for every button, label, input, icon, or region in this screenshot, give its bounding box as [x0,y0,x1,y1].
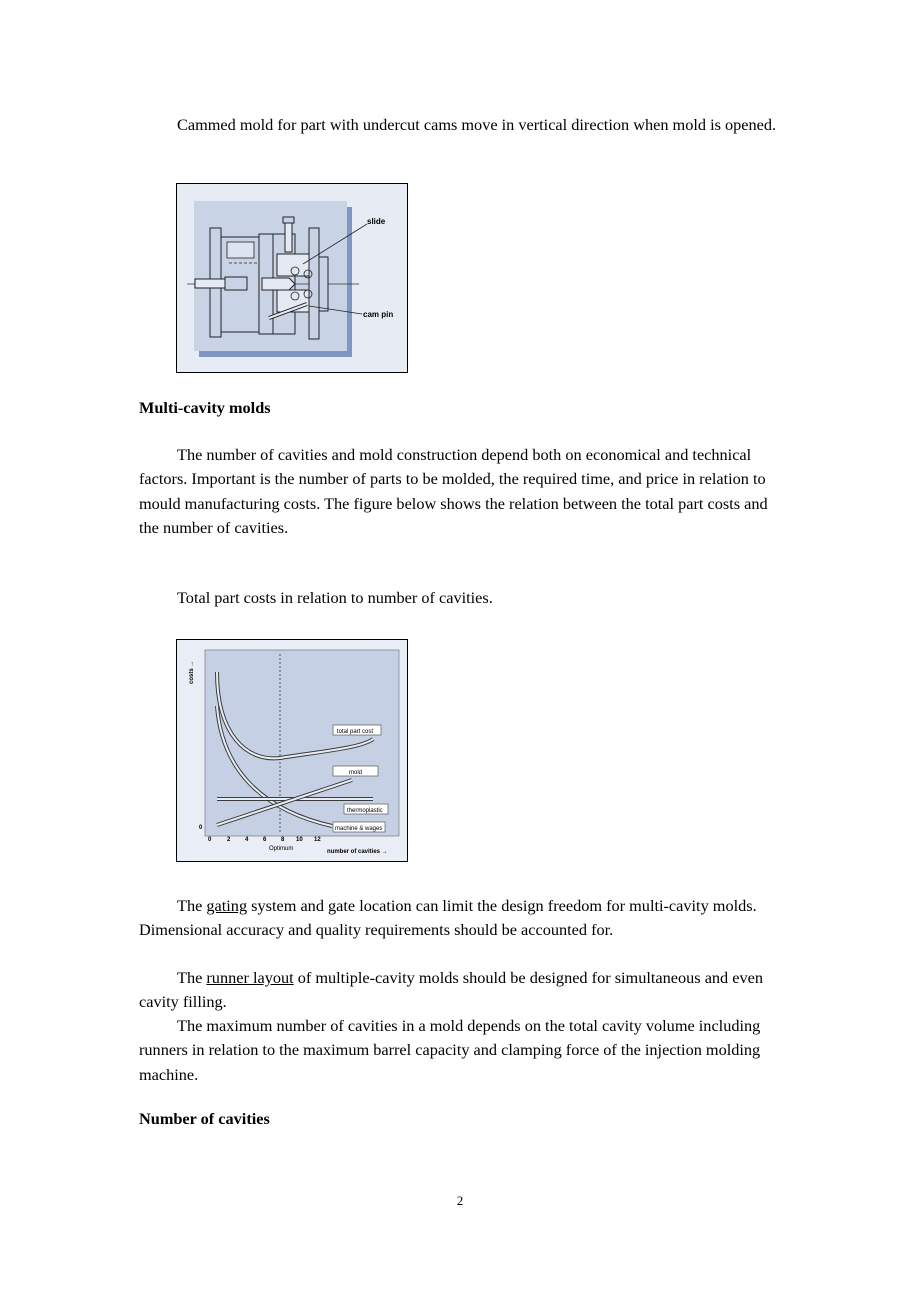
y-zero-label: 0 [199,825,203,831]
x-tick-10: 10 [296,837,303,843]
x-tick-4: 4 [245,837,249,843]
cost-chart [177,640,407,861]
runner-after: of multiple-cavity molds should be designed for simultaneous and even cavity filling. [139,968,764,1012]
cammed-mold-diagram [177,184,407,372]
gating-link[interactable]: gating [206,896,248,915]
x-tick-8: 8 [281,837,285,843]
cost-chart-figure [176,639,408,862]
section-heading-number-of-cavities: Number of cavities [139,1109,270,1128]
runner-paragraph [139,966,789,1015]
gating-before: The [177,896,207,915]
optimum-label: Optimum [269,846,294,852]
gating-after: system and gate location can limit the design freedom for multi-cavity molds. Dimensional accuracy and quality requirements should be accounted for. [139,896,757,940]
x-tick-0: 0 [208,837,212,843]
intro-paragraph: Cammed mold for part with undercut cams move in vertical direction when mold is opened. [177,115,777,134]
page-number: 2 [456,1193,464,1208]
legend-total-part-cost: total part cost [337,729,374,735]
x-tick-6: 6 [263,837,267,843]
section-heading-multi-cavity: Multi-cavity molds [139,398,271,417]
cammed-mold-figure [176,183,408,373]
figure-caption: Total part costs in relation to number of cavities. [177,588,493,607]
x-axis-label: number of cavities → [327,849,388,855]
legend-mold: mold [349,770,363,776]
runner-before: The [177,968,207,987]
y-axis-label: costs → [189,660,195,684]
cavities-paragraph: The number of cavities and mold construction depend both on economical and technical factors. Important is the number of parts to be molded, the required time, and price in relation to mould manufacturing costs. The figure below shows the relation between the total part costs and the number of cavities. [139,445,768,537]
x-tick-2: 2 [227,837,231,843]
legend-machine-wages: machine & wages [335,826,383,832]
cam-pin-label: cam pin [363,310,394,319]
max-cavities-paragraph: The maximum number of cavities in a mold depends on the total cavity volume including runners in relation to the maximum barrel capacity and clamping force of the injection molding machine. [139,1016,761,1084]
runner-layout-link[interactable]: runner layout [206,968,294,987]
legend-thermoplastic: thermoplastic [347,808,383,814]
slide-label: slide [367,217,386,226]
x-tick-12: 12 [314,837,321,843]
gating-paragraph [139,894,789,943]
